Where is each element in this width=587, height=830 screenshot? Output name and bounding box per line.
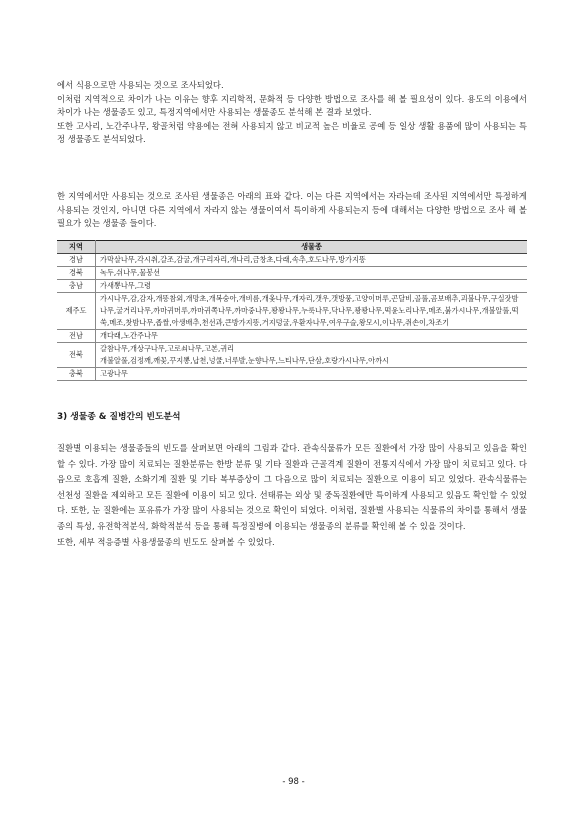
- table-row: [57, 254, 527, 267]
- species-cell: 가막살나무,각시취,갈조,감굴,개구리자리,개나리,금창초,다래,속추,호도나무,방가지똥: [96, 254, 528, 267]
- frequency-analysis-section: [57, 441, 527, 550]
- species-table: [57, 240, 527, 381]
- table-intro-section: [57, 190, 527, 231]
- region-cell: 경남: [57, 254, 96, 267]
- intro-section: [57, 79, 527, 147]
- species-cell: 가새뽕나무,그령: [96, 280, 528, 293]
- region-cell: 충북: [57, 368, 96, 381]
- species-cell: 녹두,쉬나무,물봉선: [96, 267, 528, 280]
- table-row: [57, 267, 527, 280]
- table-row: [57, 368, 527, 381]
- region-cell: 경북: [57, 267, 96, 280]
- table-row: [57, 280, 527, 293]
- table-header-row: [57, 241, 527, 254]
- intro-paragraph: 또한 고사리, 노간주나무, 왕골처럼 약용에는 전혀 사용되지 않고 비교적 높은 비율로 공예 등 일상 생활 용품에 많이 사용되는 특정 생물종도 분석되었다.: [57, 120, 527, 144]
- region-cell: 전북: [57, 343, 96, 368]
- species-cell: 고광나무: [96, 368, 528, 381]
- body-paragraph: 질환별 이용되는 생물종들의 빈도를 살펴보면 아래의 그림과 같다. 관속식물류가 모든 질환에서 가장 많이 사용되고 있음을 확인할 수 있다. 가장 많이 치료되는 질환분류는 한방 분류 및 기타 질환과 근골격계 질환이 전통지식에서 가장 많이 치료되고 있다. 다음으로 호흡계 질환, 소화기계 질환 및 기타 복부증상이 그 다음으로 많이 치료되는 질환으로 이용이 되고 있었다. 관속식물류는 선천성 질환을 제외하고 모든 질환에 이용이 되고 있다. 선태류는 외상 및 중독질환에만 특이하게 사용되고 있음도 확인할 수 있었다. 또한, 눈 질환에는 포유류가 가장 많이 사용되는 것으로 확인이 되었다. 이처럼, 질환별 사용되는 식물류의 차이를 통해서 생물종의 특성, 유전학적분석, 화학적분석 등을 통해 특정질병에 이용되는 생물종의 분류를 확인해 볼 수 있을 것이다.: [57, 443, 527, 531]
- region-cell: 충남: [57, 280, 96, 293]
- species-cell: 가시나무,감,감자,개똥참외,개망초,개복숭아,개비름,개옻나무,개자리,갯우,갯방풍,고양이머루,곤달비,골풀,곰보배추,괴불나무,구실잣밤나무,굴거리나무,까마귀머루,까마귀쪽나무,까마중나무,꽝꽝나무,누룩나무,닥나무,꽝꽝나무,떡윤노리나무,메조,붉가시나무,개불알풀,떡쑥,메조,찻밤나무,좁쌀,아생배추,천선과,큰방가지똥,거지덩굴,우환자나무,여우구슬,왕모시,이나무,쥐손이,차조기: [96, 293, 528, 330]
- table-intro-paragraph: 한 지역에서만 사용되는 것으로 조사된 생물종은 아래의 표와 같다. 이는 다른 지역에서는 자라는데 조사된 지역에서만 특정하게 사용되는 것인지, 아니면 다른 지역에서 자라지 않는 생물이여서 특이하게 사용되는지 등에 대해서는 다양한 방법으로 조사 해 볼 필요가 있는 생물종 들이다.: [57, 191, 527, 228]
- region-cell: 전남: [57, 330, 96, 343]
- region-cell: 제주도: [57, 293, 96, 330]
- table-row: [57, 343, 527, 368]
- intro-paragraph: 이처럼 지역적으로 차이가 나는 이유는 향후 지리학적, 문화적 등 다양한 방법으로 조사를 해 볼 필요성이 있다. 용도의 이용에서 차이가 나는 생물종도 있고, 특정지역에서만 사용되는 생물종도 분석해 본 결과 보였다.: [57, 93, 527, 117]
- section-heading: 3) 생물종 & 질병간의 빈도분석: [57, 412, 181, 422]
- body-paragraph: 또한, 세부 적응증별 사용생물종의 빈도도 살펴볼 수 있었다.: [57, 536, 275, 547]
- intro-paragraph: 에서 식용으로만 사용되는 것으로 조사되었다.: [57, 80, 224, 90]
- header-species: 생물종: [96, 241, 528, 254]
- page-number: - 98 -: [282, 777, 305, 787]
- table-row: [57, 330, 527, 343]
- header-region: 지역: [57, 241, 96, 254]
- species-cell: 갈참나무,개상구나무,고로쇠나무,고본,귀리 개불알풀,검정깨,깨꽃,꾸지뽕,납천,넝쿨,너루발,눈향나무,느티나무,단삼,호랑가시나무,아까시: [96, 343, 528, 368]
- table-row: [57, 293, 527, 330]
- species-cell: 개다래,노간주나무: [96, 330, 528, 343]
